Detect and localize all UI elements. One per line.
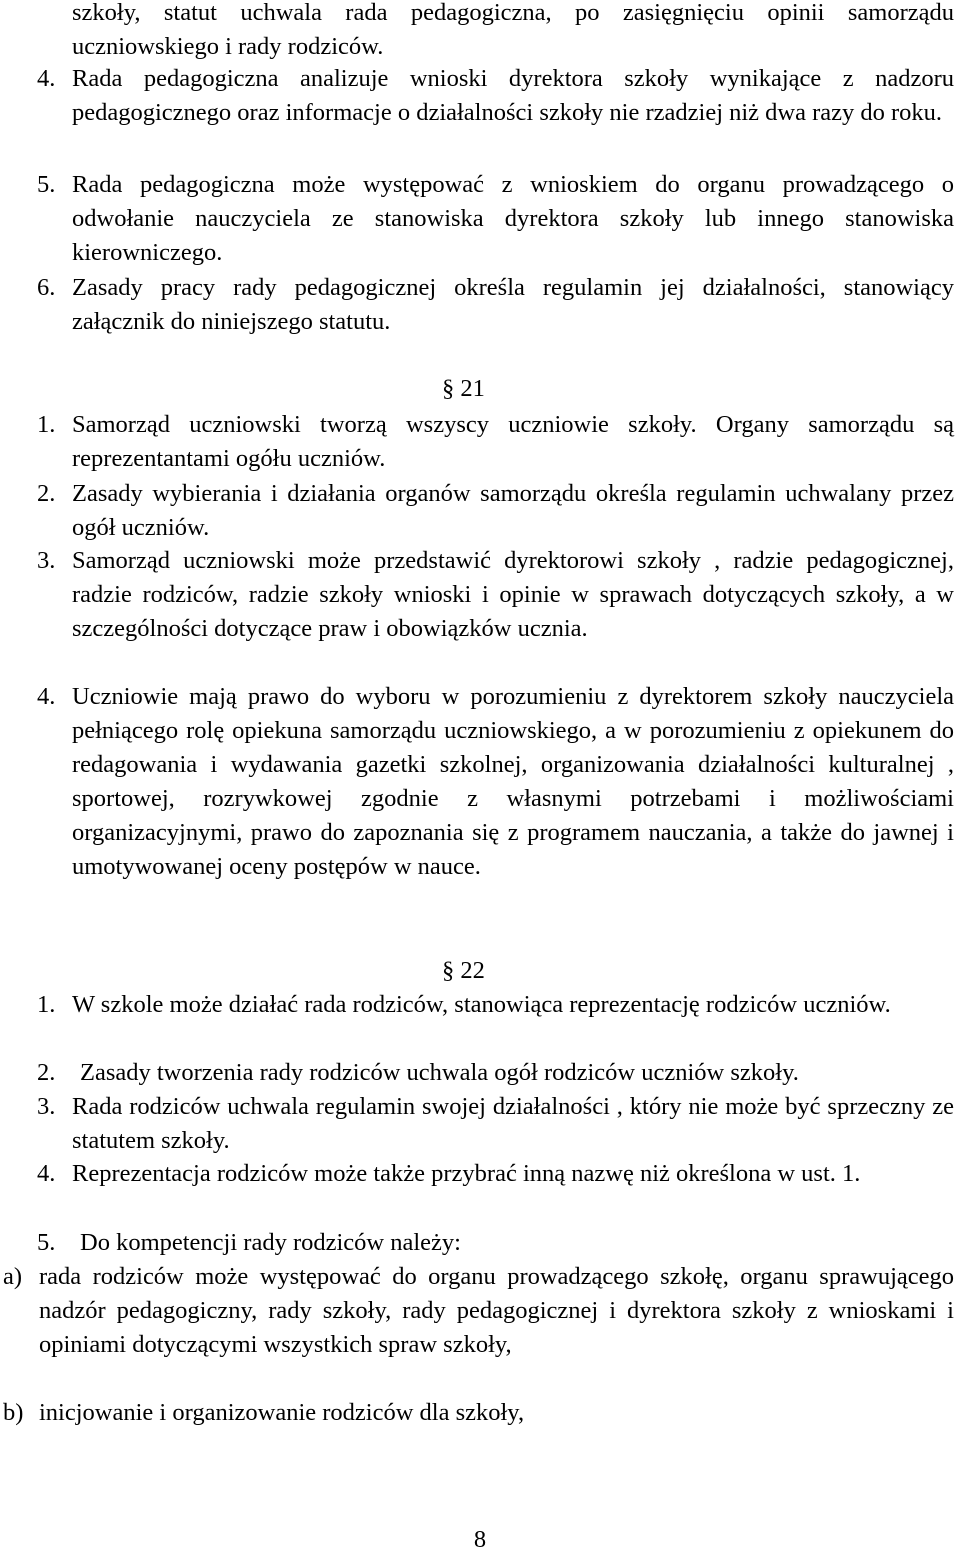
section-number: 22 [460, 957, 485, 984]
item-number: 3. [37, 1093, 56, 1120]
item-number: 2. [37, 1059, 56, 1086]
paragraph-continuation [72, 0, 954, 64]
item-text: Zasady tworzenia rady rodziców uchwala ogół rodziców uczniów szkoły. [80, 1059, 799, 1086]
item-number: 3. [37, 547, 56, 574]
letter-item [3, 1396, 954, 1430]
section-sign: § [442, 375, 455, 402]
list-item [37, 1090, 954, 1158]
item-text: Do kompetencji rady rodziców należy: [80, 1229, 461, 1256]
item-number: 5. [37, 171, 56, 198]
list-item [37, 1056, 954, 1090]
list-item [37, 168, 954, 270]
list-item [37, 62, 954, 130]
page-number: 8 [473, 1526, 487, 1553]
list-item [37, 1226, 954, 1260]
paragraph-text: szkoły, statut uchwala rada pedagogiczna, po zasięgnięciu opinii samorządu uczniowskiego i rady rodziców. [72, 0, 954, 60]
list-item [37, 1157, 954, 1191]
list-item [37, 271, 954, 339]
item-text: Samorząd uczniowski może przedstawić dyrektorowi szkoły , radzie pedagogicznej, radzie rodziców, radzie szkoły wnioski i opinie w sprawach dotyczących szkoły, a w szczególności dotyczące praw i obowiązków ucznia. [72, 547, 954, 642]
section-sign: § [442, 957, 455, 984]
item-number: 4. [37, 1160, 56, 1187]
item-number: 1. [37, 991, 56, 1018]
item-number: 6. [37, 274, 56, 301]
item-text: Zasady pracy rady pedagogicznej określa regulamin jej działalności, stanowiący załącznik do niniejszego statutu. [72, 274, 954, 335]
section-heading [442, 954, 485, 988]
item-text: W szkole może działać rada rodziców, stanowiąca reprezentację rodziców uczniów. [72, 991, 891, 1018]
item-number: 1. [37, 411, 56, 438]
item-number: 4. [37, 683, 56, 710]
item-text: Rada pedagogiczna może występować z wnioskiem do organu prowadzącego o odwołanie nauczyciela ze stanowiska dyrektora szkoły lub innego stanowiska kierowniczego. [72, 171, 954, 266]
item-text: Rada rodziców uchwala regulamin swojej działalności , który nie może być sprzeczny ze statutem szkoły. [72, 1093, 954, 1154]
item-number: 2. [37, 480, 56, 507]
item-letter: b) [3, 1399, 24, 1426]
item-number: 5. [37, 1229, 56, 1256]
item-text: Rada pedagogiczna analizuje wnioski dyrektora szkoły wynikające z nadzoru pedagogicznego oraz informacje o działalności szkoły nie rzadziej niż dwa razy do roku. [72, 65, 954, 126]
item-letter: a) [3, 1263, 23, 1290]
list-item [37, 477, 954, 545]
item-text: Samorząd uczniowski tworzą wszyscy uczniowie szkoły. Organy samorządu są reprezentantami ogółu uczniów. [72, 411, 954, 472]
letter-item [3, 1260, 954, 1362]
item-text: inicjowanie i organizowanie rodziców dla szkoły, [39, 1399, 525, 1426]
item-text: rada rodziców może występować do organu prowadzącego szkołę, organu sprawującego nadzór pedagogiczny, rady szkoły, rady pedagogicznej i dyrektora szkoły z wnioskami i opiniami dotyczącymi wszystkich spraw szkoły, [39, 1263, 954, 1358]
list-item [37, 408, 954, 476]
list-item [37, 544, 954, 646]
item-text: Reprezentacja rodziców może także przybrać inną nazwę niż określona w ust. 1. [72, 1160, 861, 1187]
list-item [37, 680, 954, 884]
section-number: 21 [460, 375, 485, 402]
item-text: Zasady wybierania i działania organów samorządu określa regulamin uchwalany przez ogół uczniów. [72, 480, 954, 541]
item-number: 4. [37, 65, 56, 92]
item-text: Uczniowie mają prawo do wyboru w porozumieniu z dyrektorem szkoły nauczyciela pełniącego rolę opiekuna samorządu uczniowskiego, a w porozumieniu z opiekunem do redagowania i wydawania gazetki szkolnej, organizowania działalności kulturalnej , sportowej, rozrywkowej zgodnie z własnymi potrzebami i możliwościami organizacyjnymi, prawo do zapoznania się z programem nauczania, a także do jawnej i umotywowanej oceny postępów w nauce. [72, 683, 954, 880]
list-item [37, 988, 954, 1022]
section-heading [442, 372, 485, 406]
